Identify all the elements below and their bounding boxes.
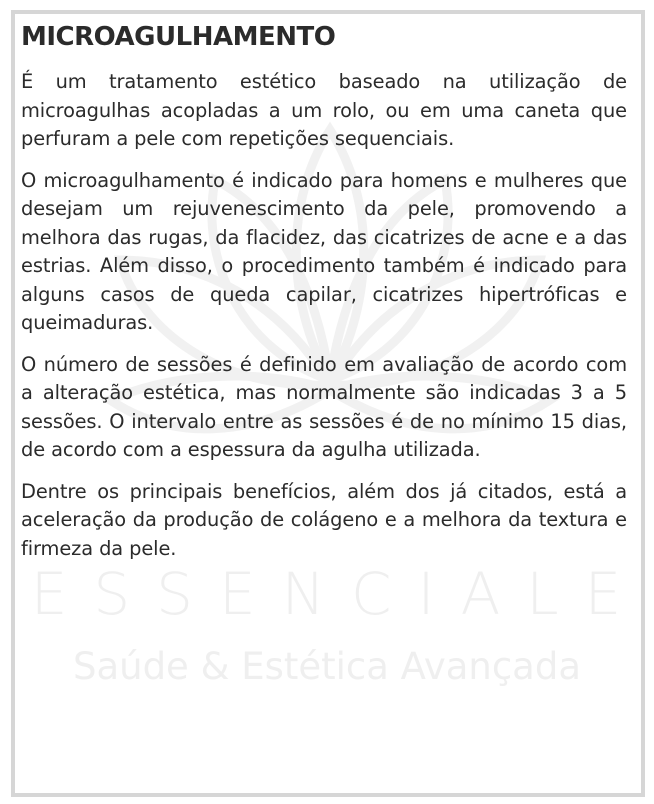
paragraph-indications: O microagulhamento é indicado para homens e mulheres que desejam um rejuvenescimento da pele, promovendo a melhora das rugas, da flacidez, das cicatrizes de acne e a das estrias. Além disso, o procedimento também é indicado para alguns casos de queda capilar, cicatrizes hipertróficas e queimaduras. <box>21 168 627 334</box>
watermark-tagline: Saúde & Estética Avançada <box>72 645 582 688</box>
page-title: MICROAGULHAMENTO <box>21 22 336 52</box>
paragraph-definition: É um tratamento estético baseado na utilização de microagulhas acopladas a um rolo, ou em uma caneta que perfuram a pele com repetições sequenciais. <box>21 70 627 150</box>
watermark-brand: ESSENCIALE <box>30 560 648 628</box>
paragraph-sessions: O número de sessões é definido em avaliação de acordo com a alteração estética, mas normalmente são indicadas 3 a 5 sessões. O intervalo entre as sessões é de no mínimo 15 dias, de acordo com a espessura da agulha utilizada. <box>21 352 627 461</box>
document-content <box>21 20 627 576</box>
paragraph-benefits: Dentre os principais benefícios, além dos já citados, está a aceleração da produção de colágeno e a melhora da textura e firmeza da pele. <box>21 479 627 560</box>
